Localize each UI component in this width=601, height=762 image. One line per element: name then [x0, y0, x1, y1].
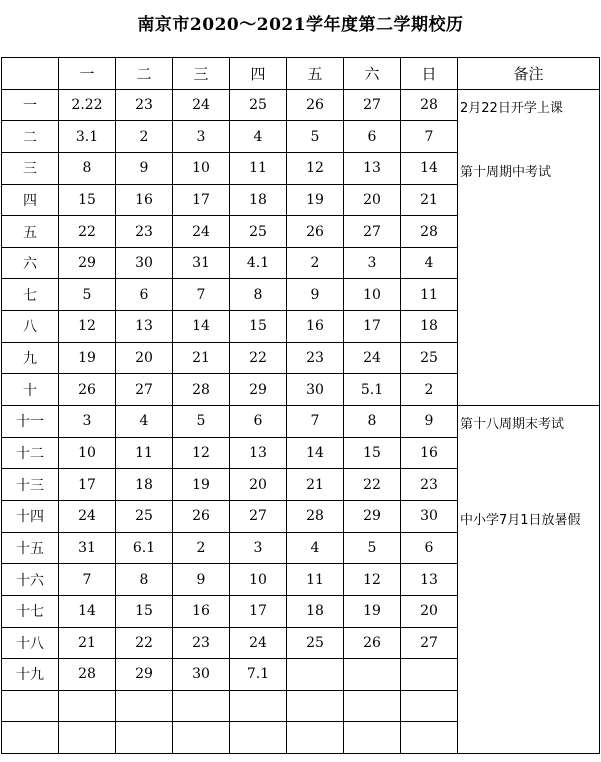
day-header: 三 — [173, 58, 230, 90]
date-cell: 26 — [344, 627, 401, 659]
date-cell: 23 — [173, 627, 230, 659]
date-cell: 17 — [59, 469, 116, 501]
date-cell: 28 — [287, 500, 344, 532]
date-cell: 13 — [344, 152, 401, 184]
date-cell — [173, 690, 230, 722]
date-cell: 19 — [344, 595, 401, 627]
date-cell — [173, 722, 230, 754]
date-cell — [230, 690, 287, 722]
date-cell: 24 — [230, 627, 287, 659]
date-cell: 21 — [287, 469, 344, 501]
date-cell: 27 — [401, 627, 458, 659]
date-cell: 30 — [116, 247, 173, 279]
date-cell: 19 — [173, 469, 230, 501]
date-cell: 25 — [287, 627, 344, 659]
date-cell: 23 — [287, 342, 344, 374]
date-cell: 26 — [173, 500, 230, 532]
date-cell: 2.22 — [59, 89, 116, 121]
date-cell: 29 — [116, 659, 173, 691]
date-cell: 28 — [59, 659, 116, 691]
date-cell: 19 — [59, 342, 116, 374]
date-cell: 24 — [59, 500, 116, 532]
date-cell: 5 — [59, 279, 116, 311]
date-cell: 7.1 — [230, 659, 287, 691]
date-cell: 16 — [116, 184, 173, 216]
day-header: 六 — [344, 58, 401, 90]
date-cell: 13 — [116, 311, 173, 343]
date-cell: 23 — [401, 469, 458, 501]
date-cell: 14 — [59, 595, 116, 627]
remarks-cell — [458, 89, 600, 405]
date-cell: 7 — [173, 279, 230, 311]
week-number-cell — [2, 690, 59, 722]
remarks-cell — [458, 406, 600, 754]
date-cell: 25 — [230, 89, 287, 121]
date-cell: 5 — [344, 532, 401, 564]
date-cell: 30 — [173, 659, 230, 691]
date-cell — [287, 690, 344, 722]
date-cell: 29 — [344, 500, 401, 532]
date-cell — [401, 659, 458, 691]
date-cell: 21 — [401, 184, 458, 216]
table-row — [2, 89, 600, 121]
date-cell: 10 — [344, 279, 401, 311]
date-cell: 2 — [287, 247, 344, 279]
date-cell: 14 — [287, 437, 344, 469]
date-cell: 13 — [401, 564, 458, 596]
date-cell: 30 — [401, 500, 458, 532]
date-cell: 10 — [59, 437, 116, 469]
date-cell: 17 — [173, 184, 230, 216]
date-cell — [230, 722, 287, 754]
date-cell: 4.1 — [230, 247, 287, 279]
date-cell: 11 — [230, 152, 287, 184]
week-number-cell: 十三 — [2, 469, 59, 501]
date-cell: 4 — [287, 532, 344, 564]
date-cell: 6 — [344, 121, 401, 153]
date-cell: 8 — [116, 564, 173, 596]
week-number-cell: 五 — [2, 216, 59, 248]
week-number-cell: 十九 — [2, 659, 59, 691]
date-cell: 2 — [401, 374, 458, 406]
remark-note: 2月22日开学上课 — [460, 100, 563, 116]
date-cell: 9 — [287, 279, 344, 311]
day-header: 五 — [287, 58, 344, 90]
date-cell: 16 — [287, 311, 344, 343]
date-cell: 4 — [230, 121, 287, 153]
date-cell: 10 — [173, 152, 230, 184]
date-cell: 3 — [173, 121, 230, 153]
week-number-cell: 一 — [2, 89, 59, 121]
date-cell: 29 — [59, 247, 116, 279]
date-cell — [344, 722, 401, 754]
date-cell: 22 — [344, 469, 401, 501]
week-number-cell: 十八 — [2, 627, 59, 659]
date-cell — [401, 690, 458, 722]
date-cell: 22 — [230, 342, 287, 374]
date-cell: 21 — [173, 342, 230, 374]
date-cell: 24 — [344, 342, 401, 374]
remark-note: 第十周期中考试 — [460, 164, 552, 180]
date-cell: 16 — [401, 437, 458, 469]
week-number-cell: 九 — [2, 342, 59, 374]
day-header: 四 — [230, 58, 287, 90]
date-cell: 14 — [401, 152, 458, 184]
date-cell: 16 — [173, 595, 230, 627]
date-cell: 29 — [230, 374, 287, 406]
date-cell: 5 — [173, 406, 230, 438]
date-cell: 8 — [230, 279, 287, 311]
week-number-cell: 十四 — [2, 500, 59, 532]
date-cell: 3 — [344, 247, 401, 279]
date-cell: 15 — [116, 595, 173, 627]
date-cell: 24 — [173, 216, 230, 248]
day-header: 一 — [59, 58, 116, 90]
date-cell: 8 — [344, 406, 401, 438]
date-cell: 31 — [173, 247, 230, 279]
date-cell — [344, 690, 401, 722]
date-cell: 15 — [59, 184, 116, 216]
table-row — [2, 406, 600, 438]
week-number-cell: 十二 — [2, 437, 59, 469]
date-cell: 24 — [173, 89, 230, 121]
date-cell: 11 — [116, 437, 173, 469]
date-cell — [59, 722, 116, 754]
date-cell: 21 — [59, 627, 116, 659]
date-cell: 18 — [401, 311, 458, 343]
date-cell: 7 — [401, 121, 458, 153]
date-cell: 6.1 — [116, 532, 173, 564]
date-cell: 15 — [344, 437, 401, 469]
week-number-cell: 六 — [2, 247, 59, 279]
week-number-cell: 三 — [2, 152, 59, 184]
date-cell: 26 — [59, 374, 116, 406]
date-cell: 20 — [230, 469, 287, 501]
date-cell: 27 — [344, 89, 401, 121]
date-cell: 12 — [287, 152, 344, 184]
date-cell: 6 — [116, 279, 173, 311]
date-cell: 13 — [230, 437, 287, 469]
header-row — [2, 58, 600, 90]
date-cell: 9 — [173, 564, 230, 596]
date-cell: 14 — [173, 311, 230, 343]
date-cell: 7 — [287, 406, 344, 438]
date-cell: 12 — [59, 311, 116, 343]
date-cell: 3.1 — [59, 121, 116, 153]
date-cell: 9 — [401, 406, 458, 438]
week-number-cell: 二 — [2, 121, 59, 153]
week-number-cell: 十六 — [2, 564, 59, 596]
date-cell — [59, 690, 116, 722]
date-cell: 8 — [59, 152, 116, 184]
week-number-cell: 四 — [2, 184, 59, 216]
date-cell: 23 — [116, 216, 173, 248]
date-cell: 5.1 — [344, 374, 401, 406]
date-cell: 23 — [116, 89, 173, 121]
date-cell: 18 — [230, 184, 287, 216]
page-title: 南京市2020～2021学年度第二学期校历 — [137, 15, 464, 35]
date-cell: 3 — [59, 406, 116, 438]
date-cell: 17 — [230, 595, 287, 627]
week-number-cell — [2, 722, 59, 754]
week-number-cell: 十 — [2, 374, 59, 406]
date-cell: 22 — [59, 216, 116, 248]
date-cell: 4 — [116, 406, 173, 438]
date-cell: 12 — [173, 437, 230, 469]
date-cell: 18 — [287, 595, 344, 627]
date-cell: 6 — [401, 532, 458, 564]
day-header: 二 — [116, 58, 173, 90]
date-cell: 2 — [116, 121, 173, 153]
date-cell: 25 — [401, 342, 458, 374]
date-cell: 7 — [59, 564, 116, 596]
date-cell — [116, 690, 173, 722]
date-cell: 22 — [116, 627, 173, 659]
date-cell: 27 — [344, 216, 401, 248]
date-cell: 2 — [173, 532, 230, 564]
calendar-table — [1, 57, 600, 754]
date-cell — [344, 659, 401, 691]
date-cell — [401, 722, 458, 754]
date-cell: 28 — [401, 89, 458, 121]
date-cell: 11 — [287, 564, 344, 596]
date-cell: 30 — [287, 374, 344, 406]
remark-note: 第十八周期末考试 — [460, 417, 565, 433]
day-header: 日 — [401, 58, 458, 90]
date-cell: 31 — [59, 532, 116, 564]
week-number-cell: 十七 — [2, 595, 59, 627]
week-number-cell: 七 — [2, 279, 59, 311]
date-cell: 11 — [401, 279, 458, 311]
date-cell: 5 — [287, 121, 344, 153]
date-cell: 6 — [230, 406, 287, 438]
week-number-cell: 十一 — [2, 406, 59, 438]
date-cell: 3 — [230, 532, 287, 564]
date-cell: 10 — [230, 564, 287, 596]
week-number-cell: 十五 — [2, 532, 59, 564]
date-cell: 4 — [401, 247, 458, 279]
corner-cell — [2, 58, 59, 90]
week-number-cell: 八 — [2, 311, 59, 343]
remark-note: 中小学7月1日放暑假 — [460, 513, 581, 529]
date-cell: 20 — [116, 342, 173, 374]
date-cell: 17 — [344, 311, 401, 343]
date-cell: 26 — [287, 216, 344, 248]
date-cell: 28 — [173, 374, 230, 406]
date-cell — [287, 722, 344, 754]
date-cell — [287, 659, 344, 691]
date-cell: 25 — [116, 500, 173, 532]
date-cell: 26 — [287, 89, 344, 121]
date-cell: 28 — [401, 216, 458, 248]
remarks-header: 备注 — [458, 58, 600, 90]
date-cell: 9 — [116, 152, 173, 184]
date-cell: 20 — [401, 595, 458, 627]
date-cell — [116, 722, 173, 754]
date-cell: 12 — [344, 564, 401, 596]
date-cell: 15 — [230, 311, 287, 343]
date-cell: 27 — [116, 374, 173, 406]
date-cell: 19 — [287, 184, 344, 216]
date-cell: 20 — [344, 184, 401, 216]
date-cell: 27 — [230, 500, 287, 532]
date-cell: 25 — [230, 216, 287, 248]
date-cell: 18 — [116, 469, 173, 501]
